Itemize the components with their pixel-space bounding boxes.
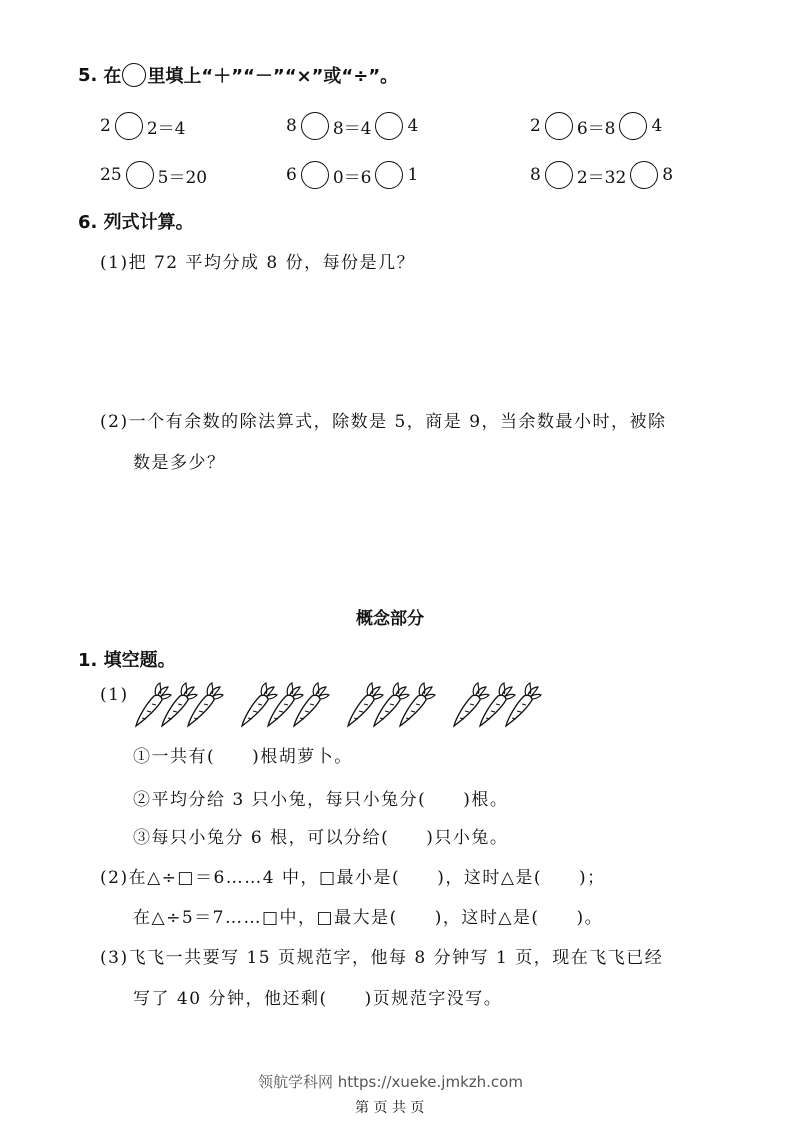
q5-instruction-pre: 在	[103, 66, 122, 87]
answer-circle[interactable]	[375, 161, 403, 189]
c1-part-3-line-1: (3)飞飞一共要写 15 页规范字，他每 8 分钟写 1 页，现在飞飞已经	[100, 948, 664, 968]
c1-part-1-c: ③每只小兔分 6 根，可以分给( )只小兔。	[133, 828, 509, 848]
q5-item-3: 2 6＝8 4	[530, 112, 662, 140]
carrot-group	[454, 683, 541, 726]
carrot-icons	[132, 680, 552, 730]
answer-circle[interactable]	[301, 161, 329, 189]
answer-circle[interactable]	[545, 161, 573, 189]
carrot-icon	[454, 683, 489, 726]
q5-item-2: 8 8＝4 4	[286, 112, 418, 140]
page-number: 第 页 共 页	[355, 1100, 425, 1116]
q6-part-2-line-2: 数是多少？	[133, 453, 226, 473]
carrot-icon	[242, 683, 277, 726]
q5-instruction-post: 里填上“＋”“－”“×”或“÷”。	[147, 66, 399, 87]
carrot-group	[348, 683, 435, 726]
carrot-icon	[348, 683, 383, 726]
c1-part-2-line-2: 在△÷5＝7……□中，□最大是( )，这时△是( )。	[133, 908, 604, 928]
answer-circle[interactable]	[301, 112, 329, 140]
section-title: 概念部分	[356, 609, 424, 629]
c1-part-2-line-1: (2)在△÷□＝6……4 中，□最小是( )，这时△是( )；	[100, 868, 606, 888]
c1-part-1-a: ①一共有( )根胡萝卜。	[133, 747, 353, 767]
answer-circle[interactable]	[126, 161, 154, 189]
q5-number: 5.	[78, 64, 98, 86]
q5-item-4: 25 5＝20	[100, 161, 207, 189]
carrot-picture	[132, 680, 552, 730]
c1-part-1-b: ②平均分给 3 只小兔，每只小兔分( )根。	[133, 790, 509, 810]
carrot-group	[242, 683, 329, 726]
q5-title	[78, 62, 398, 88]
footer-watermark: 领航学科网 https://xueke.jmkzh.com	[258, 1073, 523, 1091]
answer-circle[interactable]	[630, 161, 658, 189]
q6-part-2-line-1: (2)一个有余数的除法算式，除数是 5，商是 9，当余数最小时，被除	[100, 412, 667, 432]
q5-item-6: 8 2＝32 8	[530, 161, 673, 189]
q6-part-1: (1)把 72 平均分成 8 份，每份是几？	[100, 253, 416, 273]
answer-circle[interactable]	[545, 112, 573, 140]
q6-title: 6. 列式计算。	[78, 212, 194, 233]
c1-part-1-label: (1)	[100, 685, 129, 705]
q5-item-5: 6 0＝6 1	[286, 161, 418, 189]
answer-circle[interactable]	[619, 112, 647, 140]
carrot-icon	[136, 683, 171, 726]
c1-title: 1. 填空题。	[78, 650, 176, 671]
answer-circle[interactable]	[375, 112, 403, 140]
q5-item-1: 2 2＝4	[100, 112, 185, 140]
carrot-group	[136, 683, 223, 726]
answer-circle[interactable]	[115, 112, 143, 140]
circle-icon	[122, 63, 146, 87]
c1-part-3-line-2: 写了 40 分钟，他还剩( )页规范字没写。	[133, 989, 503, 1009]
